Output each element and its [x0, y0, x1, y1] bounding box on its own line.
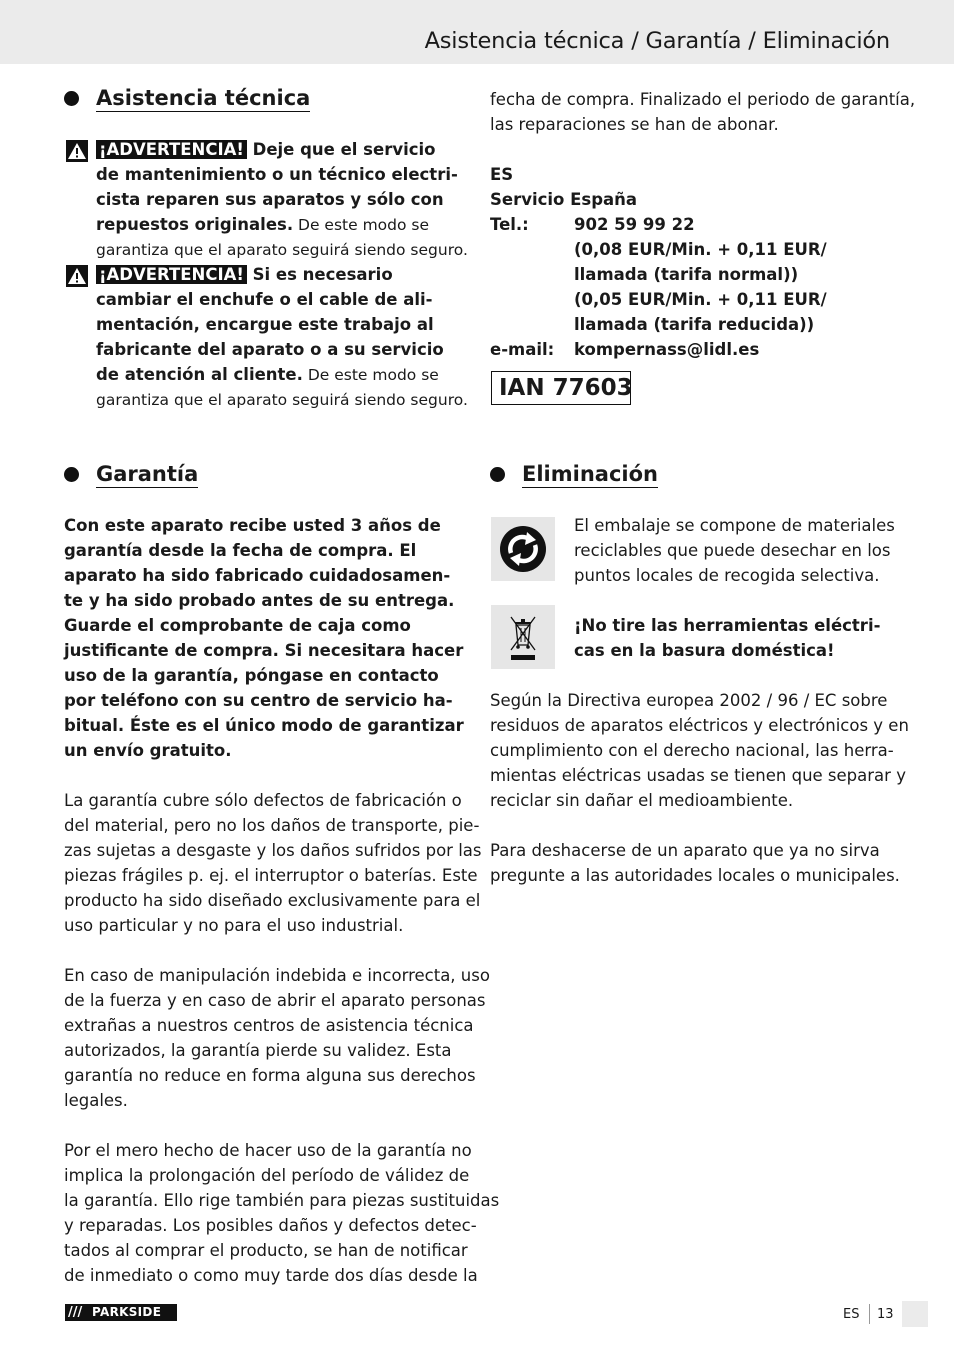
text-line: del material, pero no los daños de transporte, pie-	[64, 816, 480, 835]
recycle-icon	[491, 517, 555, 581]
text-line: Según la Directiva europea 2002 / 96 / EC sobre	[490, 691, 888, 710]
warning-text: Deje que el servicio	[246, 140, 436, 159]
text-line: puntos locales de recogida selectiva.	[574, 566, 880, 585]
page-number: 13	[877, 1307, 894, 1322]
text-line: residuos de aparatos eléctricos y electrónicos y en	[490, 716, 909, 735]
ian-box: IAN 77603	[491, 371, 631, 405]
warning-text: de atención al cliente.	[96, 365, 303, 384]
warning-text: cista reparen sus aparatos y sólo con	[96, 190, 444, 209]
bullet-icon	[490, 467, 505, 482]
text-line: En caso de manipulación indebida e incorrecta, uso	[64, 966, 490, 985]
text-line: justificante de compra. Si necesitara hacer	[64, 641, 464, 660]
text-line: La garantía cubre sólo defectos de fabricación o	[64, 791, 462, 810]
text-line: extrañas a nuestros centros de asistencia técnica	[64, 1016, 474, 1035]
section-eliminacion-heading	[490, 461, 658, 488]
text-line: tados al comprar el producto, se han de notificar	[64, 1241, 468, 1260]
text-line: producto ha sido diseñado exclusivamente para el	[64, 891, 481, 910]
text-line: las reparaciones se han de abonar.	[490, 115, 779, 134]
text-line: garantía no reduce en forma alguna sus derechos	[64, 1066, 476, 1085]
text-line: ¡No tire las herramientas eléctri-	[574, 616, 881, 635]
text-line: bitual. Éste es el único modo de garantizar	[64, 716, 464, 735]
warning-label: ¡ADVERTENCIA!	[96, 140, 247, 159]
text-line: zas sujetas a desgaste y los daños sufridos por las	[64, 841, 482, 860]
warning-text: mentación, encargue este trabajo al	[96, 315, 434, 334]
footer-divider	[869, 1304, 870, 1324]
warning-text: garantiza que el aparato seguirá siendo seguro.	[96, 391, 468, 409]
language-code: ES	[843, 1307, 860, 1322]
text-line: autorizados, la garantía pierde su validez. Esta	[64, 1041, 452, 1060]
rate-text: (0,08 EUR/Min. + 0,11 EUR/	[574, 240, 827, 259]
service-name: Servicio España	[490, 190, 638, 209]
text-line: reciclar sin dañar el medioambiente.	[490, 791, 794, 810]
page-tab-marker	[902, 1301, 928, 1327]
email-label: e-mail:	[490, 340, 555, 359]
warning-text: Si es necesario	[246, 265, 393, 284]
eliminacion-paragraph-2	[490, 838, 900, 888]
weee-warning-text	[574, 613, 880, 663]
tel-label: Tel.:	[490, 215, 529, 234]
text-line: implica la prolongación del período de válidez de	[64, 1166, 470, 1185]
garantia-continued	[490, 87, 915, 137]
warning-text: garantiza que el aparato seguirá siendo seguro.	[96, 241, 468, 259]
eliminacion-paragraph-1	[490, 688, 909, 813]
warning-label: ¡ADVERTENCIA!	[96, 265, 247, 284]
text-line: cumplimiento con el derecho nacional, las herra-	[490, 741, 894, 760]
text-line: te y ha sido probado antes de su entrega.	[64, 591, 455, 610]
text-line: la garantía. Ello rige también para piezas sustituidas	[64, 1191, 500, 1210]
garantia-paragraph-3	[64, 1138, 499, 1288]
text-line: pregunte a las autoridades locales o municipales.	[490, 866, 900, 885]
text-line: un envío gratuito.	[64, 741, 232, 760]
rate-text: (0,05 EUR/Min. + 0,11 EUR/	[574, 290, 827, 309]
garantia-paragraph-1	[64, 788, 482, 938]
text-line: Por el mero hecho de hacer uso de la garantía no	[64, 1141, 472, 1160]
warning-block-2	[96, 262, 468, 413]
warning-text: cambiar el enchufe o el cable de ali-	[96, 290, 433, 309]
text-line: cas en la basura doméstica!	[574, 641, 835, 660]
text-line: legales.	[64, 1091, 128, 1110]
rate-text: llamada (tarifa normal))	[574, 265, 799, 284]
text-line: Guarde el comprobante de caja como	[64, 616, 411, 635]
text-line: aparato ha sido fabricado cuidadosamen-	[64, 566, 451, 585]
garantia-paragraph-2	[64, 963, 490, 1113]
text-line: por teléfono con su centro de servicio ha-	[64, 691, 453, 710]
warning-triangle-icon	[66, 140, 88, 162]
text-line: Para deshacerse de un aparato que ya no sirva	[490, 841, 880, 860]
text-line: El embalaje se compone de materiales	[574, 516, 895, 535]
text-line: uso particular y no para el uso industrial.	[64, 916, 404, 935]
warning-triangle-icon	[66, 265, 88, 287]
text-line: piezas frágiles p. ej. el interruptor o baterías. Este	[64, 866, 478, 885]
warning-block-1	[96, 137, 468, 263]
parkside-logo	[65, 1304, 177, 1321]
rate-text: llamada (tarifa reducida))	[574, 315, 815, 334]
service-contact	[490, 162, 827, 362]
section-asistencia-heading	[64, 85, 310, 112]
text-line: de la fuerza y en caso de abrir el aparato personas	[64, 991, 486, 1010]
recycle-text	[574, 513, 895, 588]
section-title: Eliminación	[522, 462, 658, 486]
warning-text: fabricante del aparato o a su servicio	[96, 340, 444, 359]
text-line: uso de la garantía, póngase en contacto	[64, 666, 439, 685]
text-line: de inmediato o como muy tarde dos días desde la	[64, 1266, 478, 1285]
bullet-icon	[64, 91, 79, 106]
text-line: garantía desde la fecha de compra. El	[64, 541, 417, 560]
country-code: ES	[490, 165, 514, 184]
section-garantia-heading	[64, 461, 198, 488]
logo-brand: PARKSIDE	[92, 1305, 162, 1319]
page-title: Asistencia técnica / Garantía / Eliminación	[424, 28, 890, 54]
text-line: Con este aparato recibe usted 3 años de	[64, 516, 441, 535]
email-address: kompernass@lidl.es	[574, 340, 760, 359]
text-line: mientas eléctricas usadas se tienen que separar y	[490, 766, 906, 785]
warning-text: De este modo se	[293, 216, 430, 234]
bullet-icon	[64, 467, 79, 482]
garantia-intro	[64, 513, 464, 763]
text-line: reciclables que puede desechar en los	[574, 541, 891, 560]
logo-stripes: ///	[68, 1305, 83, 1320]
weee-bin-icon	[491, 605, 555, 669]
text-line: fecha de compra. Finalizado el periodo de garantía,	[490, 90, 916, 109]
warning-text: repuestos originales.	[96, 215, 294, 234]
text-line: y reparadas. Los posibles daños y defectos detec-	[64, 1216, 477, 1235]
section-title: Asistencia técnica	[96, 86, 311, 110]
tel-number: 902 59 99 22	[574, 215, 695, 234]
warning-text: de mantenimiento o un técnico electri-	[96, 165, 458, 184]
warning-text: De este modo se	[302, 366, 439, 384]
section-title: Garantía	[96, 462, 199, 486]
